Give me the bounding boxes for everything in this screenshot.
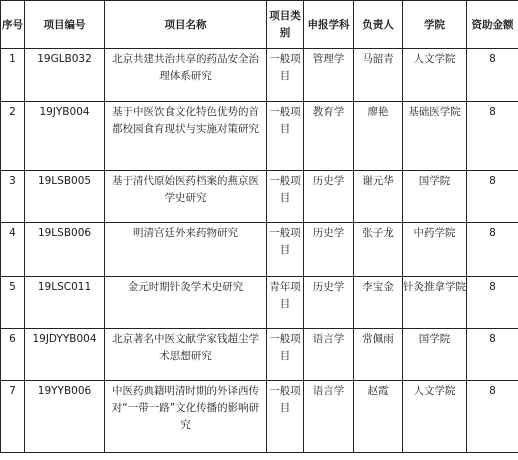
cell-category: 一般项目 [267, 49, 304, 102]
cell-college: 基础医学院 [403, 102, 467, 171]
cell-name: 北京共建共治共享的药品安全治理体系研究 [105, 49, 267, 102]
cell-category: 一般项目 [267, 102, 304, 171]
table-row [1, 381, 518, 453]
header-seq: 序号 [1, 1, 25, 49]
cell-name: 中医药典籍明清时期的外译西传对“一带一路”文化传播的影响研究 [105, 381, 267, 453]
cell-college: 国学院 [403, 171, 467, 223]
cell-category: 青年项目 [267, 277, 304, 329]
table-row [1, 277, 518, 329]
cell-discipline: 教育学 [304, 102, 354, 171]
cell-leader: 张子龙 [354, 223, 403, 277]
cell-discipline: 语言学 [304, 329, 354, 381]
cell-leader: 廖艳 [354, 102, 403, 171]
header-amount: 资助金额 [467, 1, 518, 49]
cell-name: 北京著名中医文献学家钱超尘学术思想研究 [105, 329, 267, 381]
cell-code: 19GLB032 [25, 49, 105, 102]
cell-leader: 常佩雨 [354, 329, 403, 381]
cell-discipline: 历史学 [304, 223, 354, 277]
cell-seq: 2 [1, 102, 25, 171]
cell-code: 19LSB005 [25, 171, 105, 223]
cell-college: 人文学院 [403, 49, 467, 102]
header-category: 项目类别 [267, 1, 304, 49]
cell-category: 一般项目 [267, 329, 304, 381]
cell-leader: 李宝金 [354, 277, 403, 329]
table-row [1, 223, 518, 277]
cell-name: 明清宫廷外来药物研究 [105, 223, 267, 277]
cell-code: 19YYB006 [25, 381, 105, 453]
header-name: 项目名称 [105, 1, 267, 49]
cell-discipline: 语言学 [304, 381, 354, 453]
cell-amount: 8 [467, 223, 518, 277]
cell-college: 国学院 [403, 329, 467, 381]
cell-college: 针灸推拿学院 [403, 277, 467, 329]
cell-seq: 6 [1, 329, 25, 381]
cell-amount: 8 [467, 49, 518, 102]
cell-amount: 8 [467, 171, 518, 223]
cell-amount: 8 [467, 102, 518, 171]
cell-seq: 3 [1, 171, 25, 223]
table-row [1, 329, 518, 381]
cell-amount: 8 [467, 381, 518, 453]
cell-leader: 谢元华 [354, 171, 403, 223]
cell-seq: 5 [1, 277, 25, 329]
cell-code: 19LSB006 [25, 223, 105, 277]
cell-name: 金元时期针灸学术史研究 [105, 277, 267, 329]
cell-category: 一般项目 [267, 171, 304, 223]
cell-name: 基于中医饮食文化特色优势的首都校园食育现状与实施对策研究 [105, 102, 267, 171]
cell-amount: 8 [467, 277, 518, 329]
cell-seq: 7 [1, 381, 25, 453]
header-code: 项目编号 [25, 1, 105, 49]
cell-amount: 8 [467, 329, 518, 381]
header-discipline: 申报学科 [304, 1, 354, 49]
table-row [1, 171, 518, 223]
cell-discipline: 历史学 [304, 277, 354, 329]
cell-leader: 赵霞 [354, 381, 403, 453]
header-leader: 负责人 [354, 1, 403, 49]
cell-code: 19JYB004 [25, 102, 105, 171]
cell-college: 中药学院 [403, 223, 467, 277]
table-row [1, 49, 518, 102]
header-row [1, 1, 518, 49]
cell-discipline: 管理学 [304, 49, 354, 102]
table-row [1, 102, 518, 171]
cell-college: 人文学院 [403, 381, 467, 453]
cell-seq: 1 [1, 49, 25, 102]
cell-code: 19LSC011 [25, 277, 105, 329]
cell-seq: 4 [1, 223, 25, 277]
cell-name: 基于清代原始医药档案的燕京医学史研究 [105, 171, 267, 223]
cell-category: 一般项目 [267, 381, 304, 453]
cell-leader: 马韶青 [354, 49, 403, 102]
cell-code: 19JDYYB004 [25, 329, 105, 381]
cell-discipline: 历史学 [304, 171, 354, 223]
cell-category: 一般项目 [267, 223, 304, 277]
header-college: 学院 [403, 1, 467, 49]
